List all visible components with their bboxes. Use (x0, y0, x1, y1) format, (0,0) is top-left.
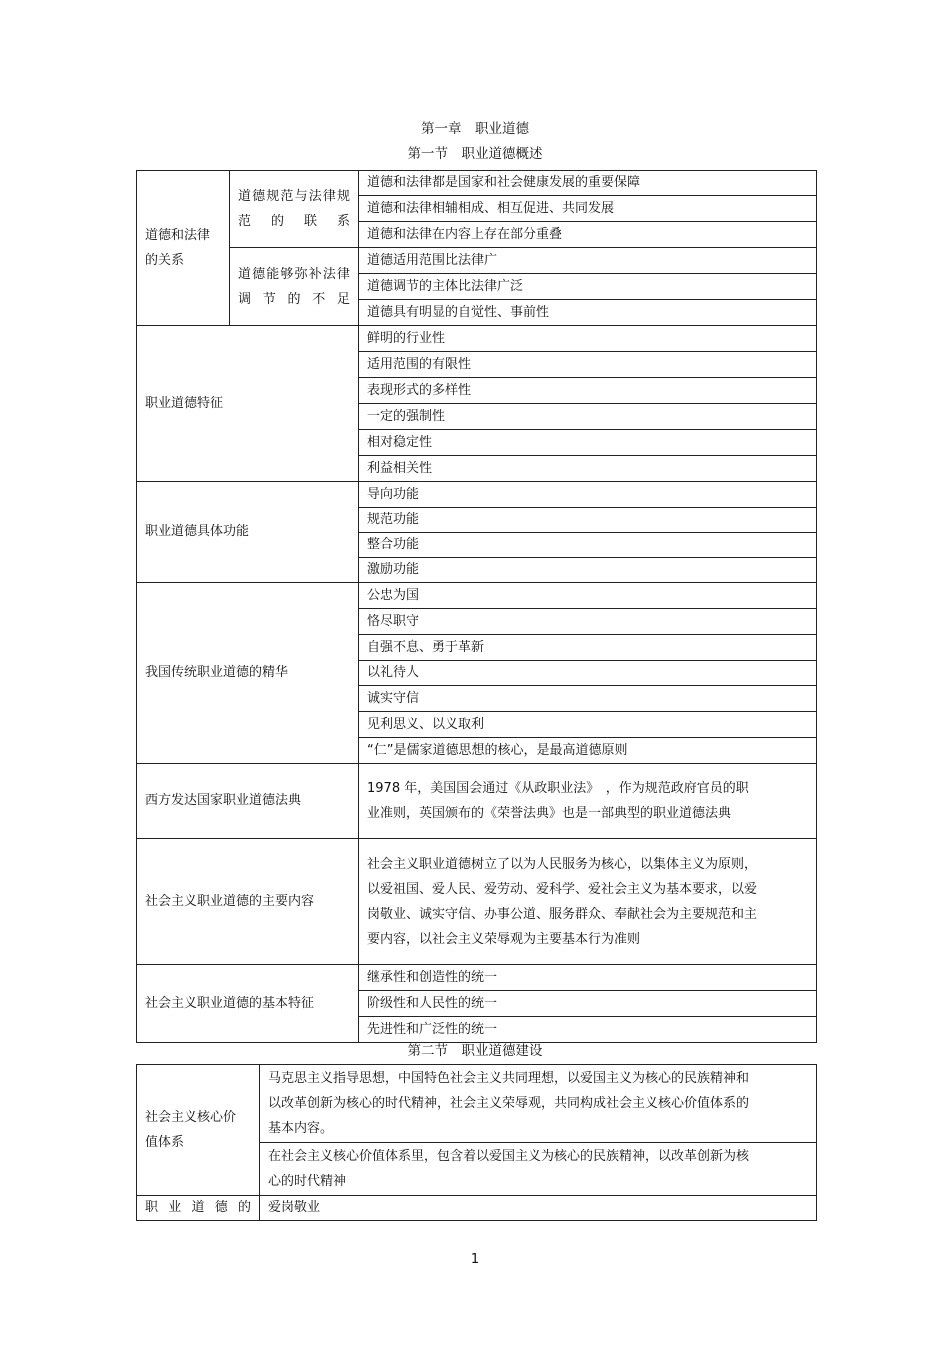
tradition-item-2: 恪尽职守 (359, 609, 817, 635)
law-link-label: 道德规范与法律规范的联系 (230, 171, 359, 248)
last-row-label: 职业道德的 (137, 1196, 260, 1221)
tradition-item-4: 以礼待人 (359, 661, 817, 686)
features-item-6: 利益相关性 (359, 456, 817, 482)
tradition-item-5: 诚实守信 (359, 686, 817, 712)
functions-item-3: 整合功能 (359, 533, 817, 558)
last-row-value: 爱岗敬业 (260, 1196, 817, 1221)
tradition-item-6: 见利思义、以义取利 (359, 712, 817, 738)
core-values-text-2: 在社会主义核心价值体系里，包含着以爱国主义为核心的民族精神，以改革创新为核心的时代精神 (260, 1143, 817, 1196)
features-item-4: 一定的强制性 (359, 404, 817, 430)
socialist-content-text: 社会主义职业道德树立了以为人民服务为核心，以集体主义为原则，以爱祖国、爱人民、爱劳动、爱科学、爱社会主义为基本要求，以爱岗敬业、诚实守信、办事公道、服务群众、奉献社会为主要规范和主要内容，以社会主义荣辱观为主要基本行为准则 (359, 839, 817, 965)
section2-title: 第二节 职业道德建设 (407, 1043, 543, 1059)
functions-item-1: 导向功能 (359, 482, 817, 508)
tradition-label: 我国传统职业道德的精华 (137, 583, 359, 764)
law-supplement-item-2: 道德调节的主体比法律广泛 (359, 274, 817, 300)
basic-features-item-3: 先进性和广泛性的统一 (359, 1017, 817, 1043)
law-relation-label: 道德和法律的关系 (137, 171, 230, 326)
socialist-content-label: 社会主义职业道德的主要内容 (137, 839, 359, 965)
law-link-item-3: 道德和法律在内容上存在部分重叠 (359, 222, 817, 248)
overview-table (136, 170, 817, 1043)
functions-item-2: 规范功能 (359, 508, 817, 533)
law-link-item-1: 道德和法律都是国家和社会健康发展的重要保障 (359, 171, 817, 196)
tradition-item-3: 自强不息、勇于革新 (359, 635, 817, 661)
tradition-item-1: 公忠为国 (359, 583, 817, 609)
chapter-title: 第一章 职业道德 (421, 121, 529, 137)
law-supplement-item-3: 道德具有明显的自觉性、事前性 (359, 300, 817, 326)
features-item-2: 适用范围的有限性 (359, 352, 817, 378)
tradition-item-7: “仁”是儒家道德思想的核心，是最高道德原则 (359, 738, 817, 764)
basic-features-item-1: 继承性和创造性的统一 (359, 965, 817, 991)
core-values-label: 社会主义核心价值体系 (137, 1065, 260, 1196)
core-values-text-1: 马克思主义指导思想，中国特色社会主义共同理想，以爱国主义为核心的民族精神和以改革创新为核心的时代精神，社会主义荣辱观，共同构成社会主义核心价值体系的基本内容。 (260, 1065, 817, 1143)
law-supplement-label: 道德能够弥补法律调节的不足 (230, 248, 359, 326)
western-label: 西方发达国家职业道德法典 (137, 764, 359, 839)
section1-title: 第一节 职业道德概述 (407, 146, 543, 162)
features-label: 职业道德特征 (137, 326, 359, 482)
western-text: 1978 年，美国国会通过《从政职业法》 ，作为规范政府官员的职业准则，英国颁布的《荣誉法典》也是一部典型的职业道德法典 (359, 764, 817, 839)
page-number: 1 (470, 1252, 480, 1267)
law-link-item-2: 道德和法律相辅相成、相互促进、共同发展 (359, 196, 817, 222)
law-supplement-item-1: 道德适用范围比法律广 (359, 248, 817, 274)
features-item-3: 表现形式的多样性 (359, 378, 817, 404)
functions-label: 职业道德具体功能 (137, 482, 359, 583)
basic-features-label: 社会主义职业道德的基本特征 (137, 965, 359, 1043)
construction-table (136, 1064, 817, 1221)
features-item-5: 相对稳定性 (359, 430, 817, 456)
features-item-1: 鲜明的行业性 (359, 326, 817, 352)
functions-item-4: 激励功能 (359, 558, 817, 583)
basic-features-item-2: 阶级性和人民性的统一 (359, 991, 817, 1017)
